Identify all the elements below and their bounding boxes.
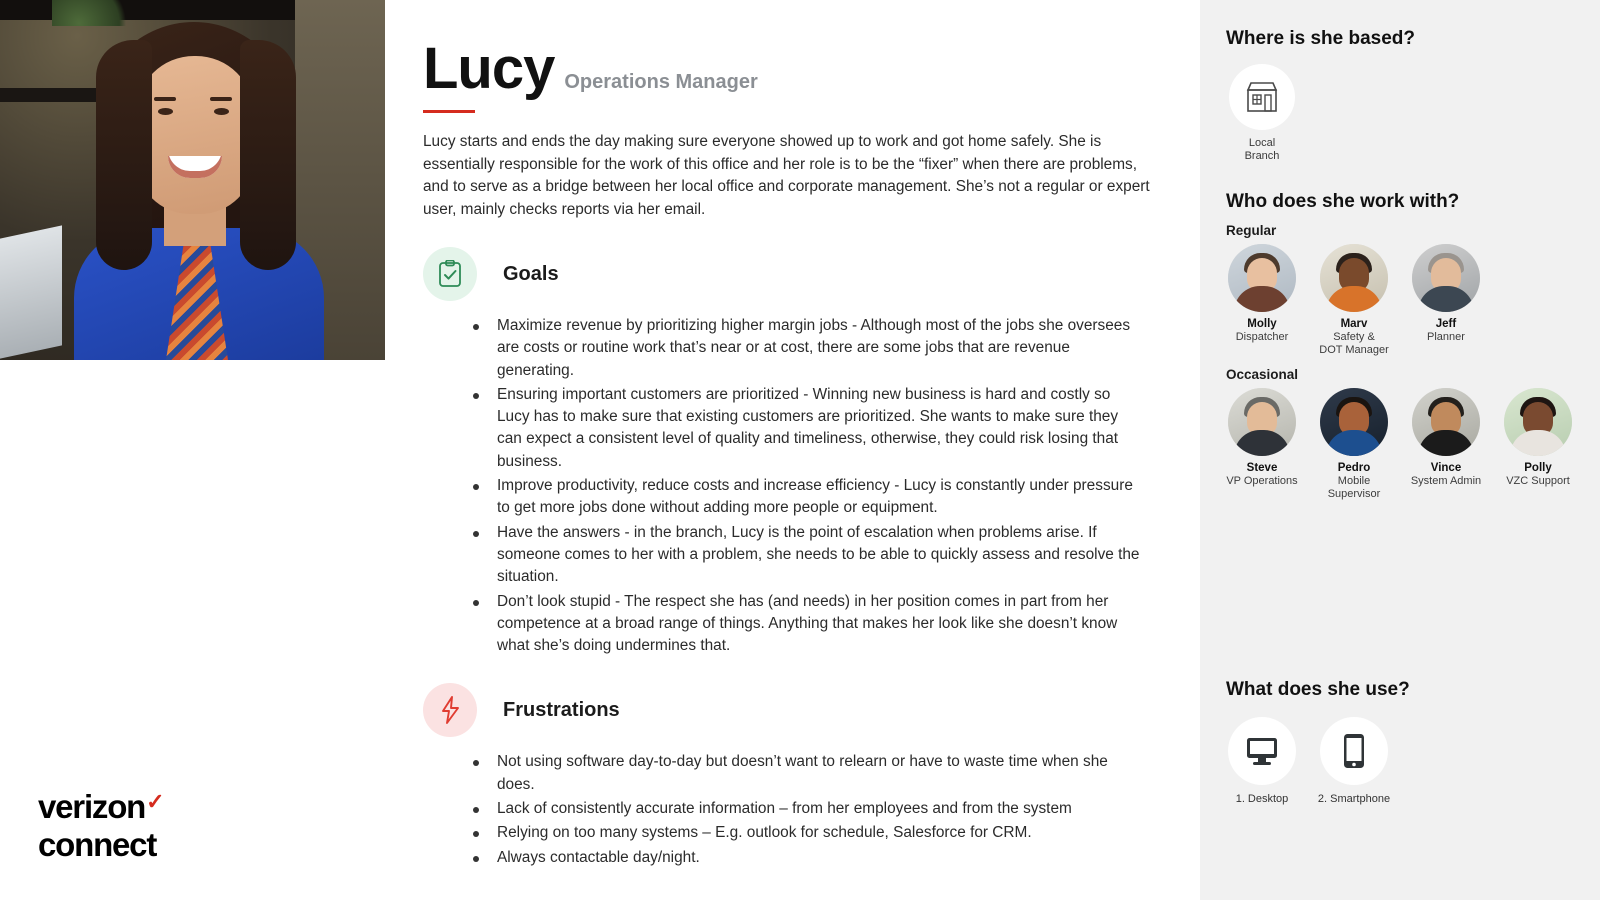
photo-plant (52, 0, 142, 26)
avatar (1228, 388, 1296, 456)
avatar (1320, 388, 1388, 456)
person-role: Planner (1427, 331, 1465, 343)
list-item: Have the answers - in the branch, Lucy is the point of escalation when problems arise. If someone comes to her with a problem, she needs to be able to quickly assess and resolve the situation. (465, 522, 1145, 589)
person-role: VZC Support (1506, 475, 1570, 487)
frustrations-title: Frustrations (503, 698, 620, 721)
list-item: Always contactable day/night. (465, 847, 1145, 869)
photo-brow-left (154, 97, 176, 101)
device-label: 2. Smartphone (1317, 793, 1391, 805)
person-name: Marv (1340, 318, 1368, 330)
frustrations-list (465, 751, 1145, 868)
persona-role: Operations Manager (564, 71, 758, 93)
person-polly (1498, 388, 1578, 501)
sidebar-spacer (1200, 501, 1600, 651)
regular-people-list (1222, 244, 1600, 357)
photo-face (136, 56, 254, 214)
list-item: Ensuring important customers are prioritized - Winning new business is hard and costly so Lucy has to make sure that existing customers are prioritized. She wants to make sure they can expect a consistent level of quality and timeliness, otherwise, they could risk losing that business. (465, 384, 1145, 473)
clipboard-check-icon (423, 247, 477, 301)
person-name: Molly (1247, 318, 1277, 330)
device-smartphone (1314, 717, 1394, 805)
goals-section-header (423, 247, 1200, 301)
logo-word-verizon: verizon (38, 788, 146, 825)
branch-label-line2: Branch (1244, 150, 1280, 162)
smartphone-icon (1320, 717, 1388, 785)
avatar (1320, 244, 1388, 312)
photo-laptop (0, 225, 62, 358)
where-based-heading: Where is she based? (1226, 28, 1416, 49)
avatar (1412, 388, 1480, 456)
photo-eye-left (158, 108, 173, 115)
branch-label-line1: Local (1248, 137, 1276, 149)
person-name: Jeff (1435, 318, 1457, 330)
photo-eye-right (214, 108, 229, 115)
person-role-line2: DOT Manager (1319, 344, 1389, 356)
photo-hair-left (96, 40, 152, 270)
regular-label: Regular (1226, 223, 1277, 238)
list-item: Don’t look stupid - The respect she has (and needs) in her position comes in part from her competence at a broad range of things. Anything that makes her look like she doesn’t know what she’s doing undermines that. (465, 591, 1145, 658)
person-name: Pedro (1337, 462, 1371, 474)
person-vince (1406, 388, 1486, 501)
photo-column (0, 0, 385, 900)
person-role: System Admin (1410, 475, 1482, 487)
photo-hair-right (240, 40, 296, 270)
list-item: Lack of consistently accurate information – from her employees and from the system (465, 798, 1145, 820)
person-molly (1222, 244, 1302, 357)
storefront-icon (1229, 64, 1295, 130)
device-label: 1. Desktop (1235, 793, 1289, 805)
lightning-bolt-icon (423, 683, 477, 737)
main-content (385, 0, 1200, 900)
persona-title-row (385, 0, 1200, 100)
avatar (1504, 388, 1572, 456)
logo-line-1 (38, 790, 238, 828)
goals-list (465, 315, 1145, 657)
person-pedro (1314, 388, 1394, 501)
frustrations-section-header (423, 683, 1200, 737)
logo-line-2: connect (38, 826, 157, 863)
person-steve (1222, 388, 1302, 501)
person-role: VP Operations (1226, 475, 1298, 487)
devices-list (1222, 717, 1600, 805)
avatar (1412, 244, 1480, 312)
person-role: Safety & (1333, 331, 1375, 343)
persona-photo (0, 0, 385, 360)
list-item: Not using software day-to-day but doesn’t want to relearn or have to waste time when she does. (465, 751, 1145, 796)
person-role-line2: Supervisor (1327, 488, 1381, 500)
photo-brow-right (210, 97, 232, 101)
person-name: Steve (1246, 462, 1278, 474)
verizon-connect-logo (38, 790, 238, 862)
works-with-heading: Who does she work with? (1226, 191, 1460, 212)
desktop-computer-icon (1228, 717, 1296, 785)
local-branch-label (1226, 137, 1298, 163)
person-jeff (1406, 244, 1486, 357)
person-role: Dispatcher (1235, 331, 1289, 343)
list-item: Maximize revenue by prioritizing higher margin jobs - Although most of the jobs she oversees are costs or routine work that’s near or at cost, there are some jobs that are revenue generating. (465, 315, 1145, 382)
list-item: Improve productivity, reduce costs and increase efficiency - Lucy is constantly under pressure to get more jobs done without adding more people or equipment. (465, 475, 1145, 520)
photo-shelf (0, 0, 300, 20)
title-underline (423, 110, 475, 113)
sidebar (1200, 0, 1600, 900)
device-desktop (1222, 717, 1302, 805)
persona-intro: Lucy starts and ends the day making sure everyone showed up to work and got home safely. She is essentially responsible for the work of this office and her role is to be the “fixer” when there are problems, and to serve as a bridge between her local office and corporate management. She’s not a regular or expert user, mainly checks reports via her email. (423, 133, 1150, 218)
verizon-check-icon: ✓ (146, 789, 164, 814)
person-role: Mobile (1337, 475, 1371, 487)
local-branch-item (1226, 64, 1298, 163)
photo-shelf-lower (0, 88, 110, 102)
what-uses-heading: What does she use? (1226, 679, 1410, 700)
person-name: Polly (1524, 462, 1552, 474)
avatar (1228, 244, 1296, 312)
goals-title: Goals (503, 262, 559, 285)
occasional-people-list (1222, 388, 1600, 501)
page-title: Lucy (423, 36, 555, 101)
list-item: Relying on too many systems – E.g. outlook for schedule, Salesforce for CRM. (465, 822, 1145, 844)
person-marv (1314, 244, 1394, 357)
occasional-label: Occasional (1226, 367, 1299, 382)
person-name: Vince (1430, 462, 1462, 474)
